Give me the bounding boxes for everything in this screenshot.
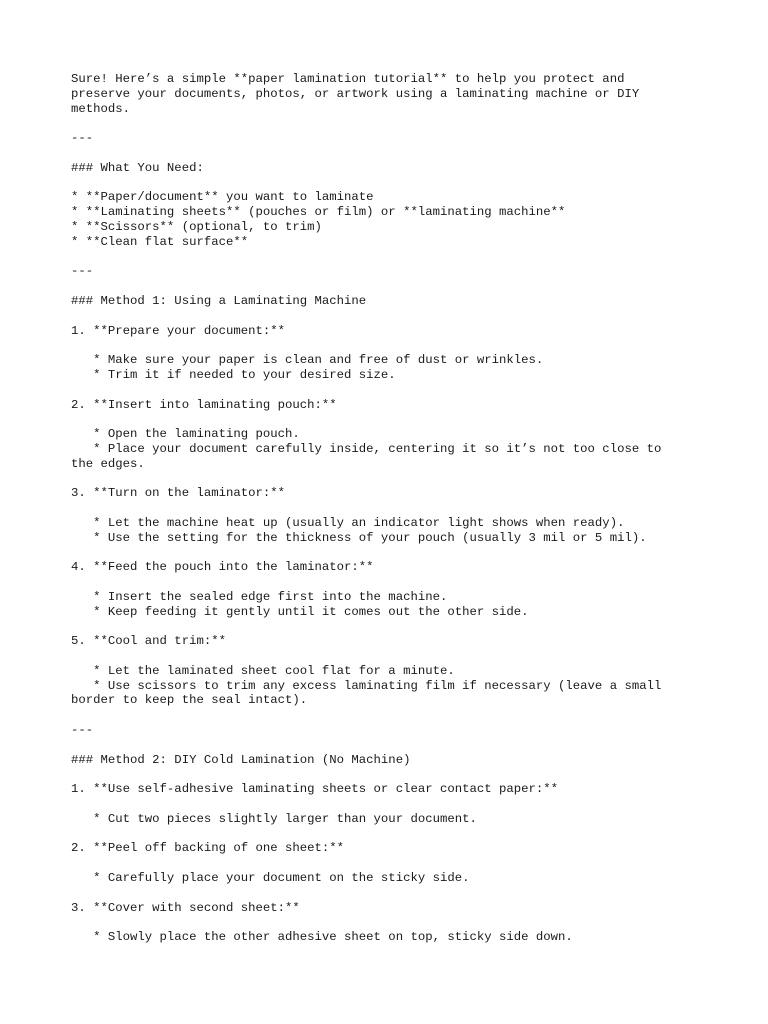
- bullet-item: * Open the laminating pouch.: [71, 427, 300, 442]
- blank-line: [71, 738, 711, 753]
- bullet-item: * Let the machine heat up (usually an indicator light shows when ready).: [71, 515, 625, 530]
- bullet-item: * Use the setting for the thickness of your pouch (usually 3 mil or 5 mil).: [71, 530, 647, 545]
- section-heading: ### Method 1: Using a Laminating Machine: [71, 293, 367, 308]
- step-heading: 1. **Use self-adhesive laminating sheets or clear contact paper:**: [71, 782, 559, 797]
- horizontal-rule: ---: [71, 131, 94, 146]
- bullet-item: * Let the laminated sheet cool flat for a minute.: [71, 663, 455, 678]
- blank-line: [71, 146, 711, 161]
- text-line: preserve your documents, photos, or artwork using a laminating machine or DIY: [71, 86, 640, 101]
- bullet-item: * **Clean flat surface**: [71, 234, 249, 249]
- blank-line: [71, 619, 711, 634]
- horizontal-rule: ---: [71, 264, 94, 279]
- bullet-item: * Keep feeding it gently until it comes out the other side.: [71, 604, 529, 619]
- bullet-item: * **Paper/document** you want to laminate: [71, 190, 374, 205]
- text-line: the edges.: [71, 456, 145, 471]
- blank-line: [71, 116, 711, 131]
- bullet-item: * Use scissors to trim any excess laminating film if necessary (leave a small: [71, 678, 662, 693]
- step-heading: 3. **Turn on the laminator:**: [71, 486, 286, 501]
- step-heading: 4. **Feed the pouch into the laminator:**: [71, 560, 374, 575]
- bullet-item: * **Scissors** (optional, to trim): [71, 219, 322, 234]
- blank-line: [71, 915, 711, 930]
- blank-line: [71, 383, 711, 398]
- bullet-item: * Carefully place your document on the sticky side.: [71, 871, 470, 886]
- bullet-item: * Insert the sealed edge first into the machine.: [71, 589, 448, 604]
- text-line: Sure! Here’s a simple **paper lamination tutorial** to help you protect and: [71, 72, 625, 86]
- bullet-item: * **Laminating sheets** (pouches or film) or **laminating machine**: [71, 205, 566, 220]
- blank-line: [71, 886, 711, 901]
- step-heading: 3. **Cover with second sheet:**: [71, 900, 300, 915]
- blank-line: [71, 767, 711, 782]
- blank-line: [71, 797, 711, 812]
- document-body: [71, 72, 711, 945]
- step-heading: 1. **Prepare your document:**: [71, 323, 286, 338]
- bullet-item: * Place your document carefully inside, centering it so it’s not too close to: [71, 441, 662, 456]
- blank-line: [71, 575, 711, 590]
- blank-line: [71, 309, 711, 324]
- blank-line: [71, 338, 711, 353]
- bullet-item: * Make sure your paper is clean and free of dust or wrinkles.: [71, 353, 544, 368]
- blank-line: [71, 827, 711, 842]
- blank-line: [71, 176, 711, 191]
- section-heading: ### What You Need:: [71, 160, 204, 175]
- blank-line: [71, 546, 711, 561]
- blank-line: [71, 472, 711, 487]
- step-heading: 5. **Cool and trim:**: [71, 634, 226, 649]
- step-heading: 2. **Insert into laminating pouch:**: [71, 397, 337, 412]
- blank-line: [71, 279, 711, 294]
- section-heading: ### Method 2: DIY Cold Lamination (No Machine): [71, 752, 411, 767]
- blank-line: [71, 708, 711, 723]
- bullet-item: * Slowly place the other adhesive sheet on top, sticky side down.: [71, 930, 573, 945]
- blank-line: [71, 856, 711, 871]
- blank-line: [71, 250, 711, 265]
- bullet-item: * Cut two pieces slightly larger than your document.: [71, 811, 477, 826]
- blank-line: [71, 501, 711, 516]
- text-line: border to keep the seal intact).: [71, 693, 308, 708]
- text-line: methods.: [71, 101, 131, 116]
- step-heading: 2. **Peel off backing of one sheet:**: [71, 841, 345, 856]
- bullet-item: * Trim it if needed to your desired size.: [71, 367, 396, 382]
- horizontal-rule: ---: [71, 723, 94, 738]
- blank-line: [71, 412, 711, 427]
- blank-line: [71, 649, 711, 664]
